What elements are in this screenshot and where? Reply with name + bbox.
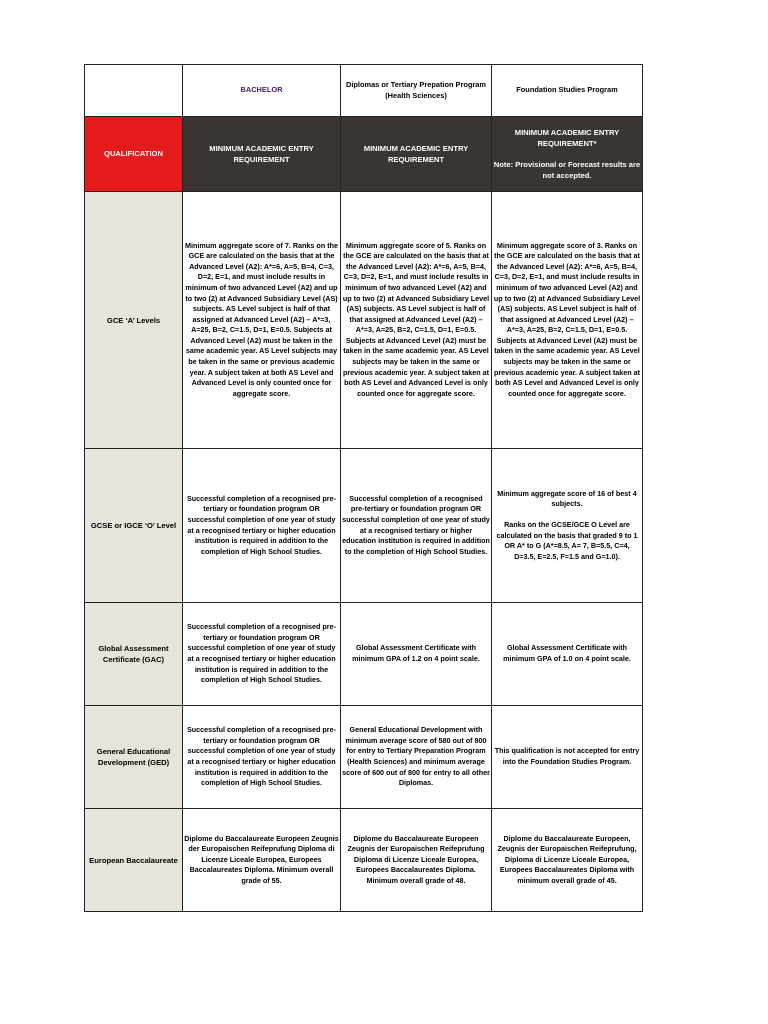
qualification-label: GCSE or IGCE ‘O’ Level — [85, 449, 183, 603]
foundation-requirement-cell — [492, 603, 643, 706]
qualification-label: European Baccalaureate — [85, 809, 183, 912]
foundation-requirement-text: Minimum aggregate score of 16 of best 4 subjects. — [497, 488, 637, 509]
table-row — [85, 449, 643, 603]
requirement-header-row — [85, 117, 643, 192]
foundation-requirement-text: Ranks on the GCSE/GCE O Level are calculated on the basis that graded 9 to 1 OR A* to G (A*=8.5, A= 7, B=5.5, C=4, D=3.5, E=2.5, F=1.5 and G=1.0). — [496, 519, 638, 561]
bachelor-requirement-cell: Successful completion of a recognised pre-tertiary or foundation program OR successful completion of one year of study at a recognised tertiary or higher education institution is required in addition to the completion of High School Studies. — [183, 603, 341, 706]
foundation-requirement-text: Diplome du Baccalaureate Europeen, Zeugnis der Europaischen Reifeprufung, Diploma di Licenze Liceale Europea, Europees Baccalaureates Diploma with minimum overall grade of 45. — [497, 833, 637, 885]
program-foundation: Foundation Studies Program — [492, 65, 643, 117]
foundation-requirement-cell — [492, 192, 643, 449]
diploma-requirement-cell: Global Assessment Certificate with minimum GPA of 1.2 on 4 point scale. — [341, 603, 492, 706]
entry-requirements-table — [84, 64, 643, 912]
diploma-requirement-cell: Diplome du Baccalaureate Europeen Zeugnis der Europaischen Reifeprufung Diploma di Licenze Liceale Europea, Europees Baccalaureates Diploma. Minimum overall grade of 48. — [341, 809, 492, 912]
foundation-provisional-note: Note: Provisional or Forecast results are not accepted. — [493, 160, 641, 180]
bachelor-requirement-cell: Minimum aggregate score of 7. Ranks on the GCE are calculated on the basis that at the Advanced Level (A2): A*=6, A=5, B=4, C=3, D=2, E=1, and must include results in minimum of two advanced Level (A2) and up to two (2) at Advanced Subsidiary Level (AS) subjects. AS Level subject is half of that assigned at Advanced Level (A2) – A*=3, A=25, B=2, C=1.5, D=1, E=0.5. Subjects at Advanced Level (A2) must be taken in the same academic year. AS Level subjects may be taken in the same or previous academic year. A subject taken at both AS Level and Advanced Level is only counted once for aggregate score. — [183, 192, 341, 449]
qualification-label: GCE ‘A’ Levels — [85, 192, 183, 449]
table-row — [85, 192, 643, 449]
requirement-header-diplomas: MINIMUM ACADEMIC ENTRY REQUIREMENT — [341, 117, 492, 192]
blank-corner-cell — [85, 65, 183, 117]
program-diplomas: Diplomas or Tertiary Prepation Program (Health Sciences) — [341, 65, 492, 117]
table-row — [85, 809, 643, 912]
requirement-header-bachelor: MINIMUM ACADEMIC ENTRY REQUIREMENT — [183, 117, 341, 192]
program-bachelor: BACHELOR — [183, 65, 341, 117]
foundation-requirement-text: Global Assessment Certificate with minimum GPA of 1.0 on 4 point scale. — [503, 643, 631, 663]
diploma-requirement-cell: General Educational Development with minimum average score of 580 out of 800 for entry to Tertiary Preparation Program (Health Sciences) and minimum average score of 600 out of 800 for entry to all other Diplomas. — [341, 706, 492, 809]
foundation-requirement-cell — [492, 449, 643, 603]
diploma-requirement-cell: Successful completion of a recognised pre-tertiary or foundation program OR successful completion of one year of study at a recognised tertiary or higher education institution is required in addition to the completion of High School Studies. — [341, 449, 492, 603]
bachelor-requirement-cell: Successful completion of a recognised pre-tertiary or foundation program OR successful completion of one year of study at a recognised tertiary or higher education institution is required in addition to the completion of High School Studies. — [183, 706, 341, 809]
foundation-requirement-text: This qualification is not accepted for entry into the Foundation Studies Program. — [494, 746, 640, 766]
requirement-header-foundation-label: MINIMUM ACADEMIC ENTRY REQUIREMENT* — [514, 128, 620, 148]
program-header-row — [85, 65, 643, 117]
foundation-requirement-text: Minimum aggregate score of 3. Ranks on the GCE are calculated on the basis that at the Advanced Level (A2): A*=6, A=5, B=4, C=3, D=2, E=1, and must include results in minimum of two advanced Level (A2) and up to two (2) at Advanced Subsidiary Level (AS) subjects. AS Level subject is half of that assigned at Advanced Level (A2) – A*=3, A=25, B=2, C=1.5, D=1, E=0.5. Subjects at Advanced Level (A2) must be taken in the same academic year. AS Level subjects may be taken in the same or previous academic year. A subject taken at both AS Level and Advanced Level is only counted once for aggregate score. — [493, 240, 641, 398]
qualification-header: QUALIFICATION — [85, 117, 183, 192]
table-row — [85, 603, 643, 706]
qualification-label: Global Assessment Certificate (GAC) — [85, 603, 183, 706]
qualification-label: General Educational Development (GED) — [85, 706, 183, 809]
bachelor-requirement-cell: Diplome du Baccalaureate Europeen Zeugnis der Europaischen Reifeprufung Diploma di Licenze Liceale Europea, Europees Baccalaureates Diploma. Minimum overall grade of 55. — [183, 809, 341, 912]
requirement-header-foundation — [492, 117, 643, 192]
bachelor-requirement-cell: Successful completion of a recognised pre-tertiary or foundation program OR successful completion of one year of study at a recognised tertiary or higher education institution is required in addition to the completion of High School Studies. — [183, 449, 341, 603]
foundation-requirement-cell — [492, 809, 643, 912]
table-row — [85, 706, 643, 809]
foundation-requirement-cell — [492, 706, 643, 809]
diploma-requirement-cell: Minimum aggregate score of 5. Ranks on the GCE are calculated on the basis that at the Advanced Level (A2): A*=6, A=5, B=4, C=3, D=2, E=1, and must include results in minimum of two advanced Level (A2) and up to two (2) at Advanced Subsidiary Level (AS) subjects. AS Level subject is half of that assigned at Advanced Level (A2) – A*=3, A=25, B=2, C=1.5, D=1, E=0.5. Subjects at Advanced Level (A2) must be taken in the same academic year. AS Level subjects may be taken in the same or previous academic year. A subject taken at both AS Level and Advanced Level is only counted once for aggregate score. — [341, 192, 492, 449]
